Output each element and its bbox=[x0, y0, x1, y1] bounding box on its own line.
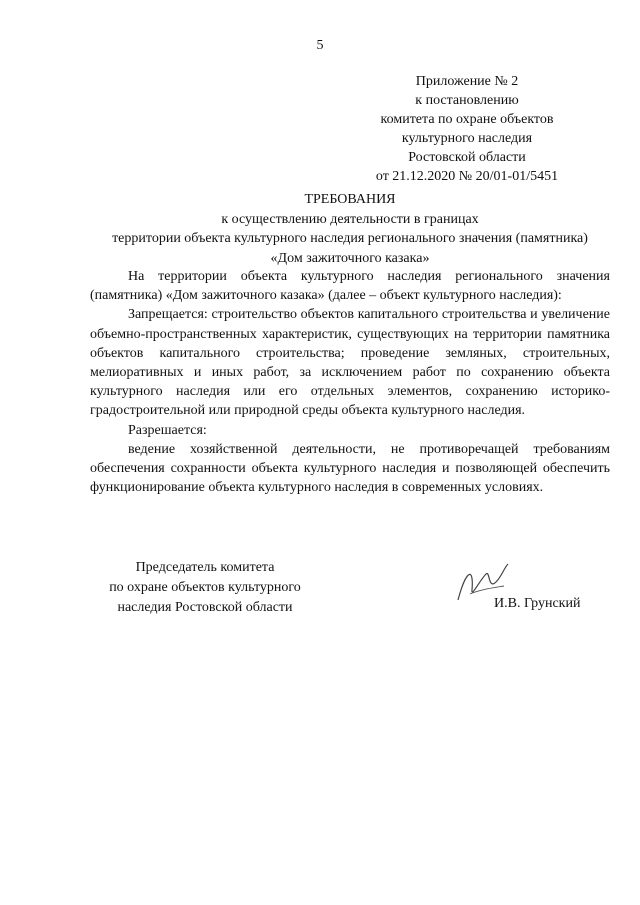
body-paragraph-prohibited: Запрещается: строительство объектов капитального строительства и увеличение объемно-пространственных характеристик, существующих на территории памятника объектов капитального строительства; проведение земляных, строительных, мелиоративных и иных работ, за исключением работ по сохранению объекта культурного наследия или его отдельных элементов, сохранению историко-градостроительной или природной среды объекта культурного наследия. bbox=[90, 307, 610, 419]
official-seal bbox=[322, 548, 450, 676]
appendix-line: Ростовской области bbox=[408, 150, 526, 165]
document-body bbox=[90, 267, 610, 497]
appendix-line: к постановлению bbox=[415, 93, 519, 108]
seal-text bbox=[0, 0, 1, 1]
signatory-title bbox=[80, 558, 330, 618]
appendix-line: комитета по охране объектов bbox=[380, 112, 554, 127]
body-paragraph-allowed: ведение хозяйственной деятельности, не противоречащей требованиям обеспечения сохранности объекта культурного наследия и позволяющей обеспечить функционирование объекта культурного наследия в современных условиях. bbox=[90, 441, 610, 496]
appendix-line: Приложение № 2 bbox=[415, 74, 519, 89]
appendix-line: культурного наследия bbox=[401, 131, 533, 146]
heading-line: «Дом зажиточного казака» bbox=[270, 250, 430, 266]
body-paragraph-allowed-heading: Разрешается: bbox=[128, 422, 207, 438]
page-number: 5 bbox=[316, 38, 324, 53]
heading-line: к осуществлению деятельности в границах bbox=[221, 211, 479, 227]
appendix-line: от 21.12.2020 № 20/01-01/5451 bbox=[375, 169, 559, 184]
signatory-name: И.В. Грунский bbox=[494, 596, 581, 611]
heading-line: территории объекта культурного наследия регионального значения (памятника) bbox=[112, 231, 588, 246]
appendix-block bbox=[352, 72, 582, 186]
document-title: ТРЕБОВАНИЯ bbox=[304, 192, 396, 207]
signatory-title-line: наследия Ростовской области bbox=[117, 600, 293, 615]
body-paragraph-intro: На территории объекта культурного наследия регионального значения (памятника) «Дом зажиточного казака» (далее – объект культурного наследия): bbox=[90, 269, 610, 304]
signatory-title-line: по охране объектов культурного bbox=[109, 580, 301, 595]
signatory-title-line: Председатель комитета bbox=[135, 560, 275, 575]
document-heading bbox=[60, 190, 640, 268]
